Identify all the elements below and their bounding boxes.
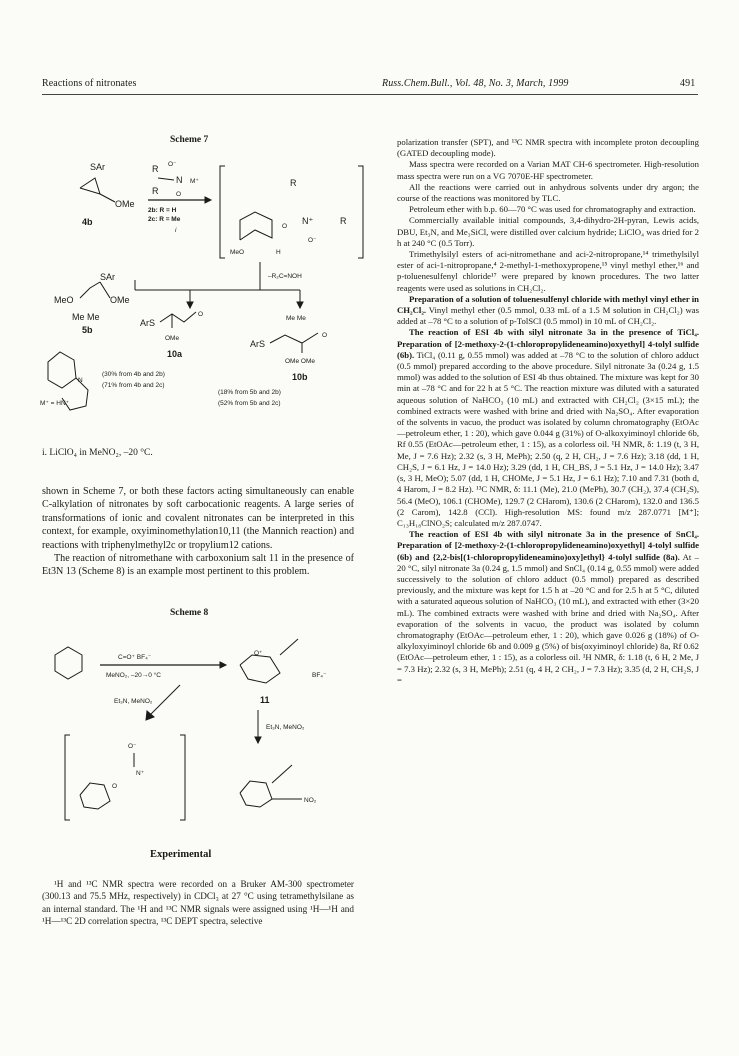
left-paragraph-1: shown in Scheme 7, or both these factors acting simultaneously can enable C-alkylation of nitronates by soft carbocationic reagents. A large series of transformations of ionic and covalent nitronates can be interpreted in this context, for example, oxyiminomethylation10,11 (the Mannich reaction) and reactions with triphenylmethyl2c or tropylium12 cations. [42,486,354,551]
right-paragraph-5-text: Commercially available initial compounds, 3,4-dihydro-2H-pyran, Lewis acids, DBU, Et₃N, and Me₃SiCl, were distilled over calcium hydride; LiClO₄ was dried for 2 h at 240 °C (0.5 Torr). [397,215,699,248]
s7-arrowhead-left [187,302,193,308]
right-paragraph-4 [397,204,699,215]
s7-10a-label: 10a [167,349,183,359]
s7-4b-ring [80,178,100,194]
scheme8-title: Scheme 8 [170,608,209,618]
right-paragraph-5 [397,215,699,249]
left-body-text [42,485,354,579]
experimental-heading: Experimental [150,849,212,860]
s8-right-tbu [272,765,292,783]
s7-10a-ars: ArS [140,318,156,328]
s7-5b-ome: OMe [110,295,130,305]
s7-10a-ome: OMe [165,335,180,342]
s8-reagent: C=O⁺ BF₄⁻ [118,654,152,661]
s7-cond-2c: 2c: R = Me [148,216,181,223]
s7-dbu-ring1 [48,352,76,388]
s7-10b-ars: ArS [250,339,266,349]
right-paragraph-3-text: All the reactions were carried out in anhydrous solvents under dry argon; the course of the reactions was monitored by TLC. [397,181,699,204]
s7-pyran-ring [240,212,272,240]
s8-no2: NO₂ [304,797,317,804]
s7-cond-i: i [175,227,177,234]
s7-yield-10a-1: (30% from 4b and 2b) [102,371,165,378]
s8-11-tbu [280,639,298,655]
s7-elim-label: –R₂C=NOH [268,273,302,280]
header-rule [42,94,698,95]
right-paragraph-1-text: polarization transfer (SPT), and ¹³C NMR spectra with incomplete proton decoupling (GATED decoupling mode). [397,137,699,159]
scheme7-title: Scheme 7 [170,135,209,145]
s7-n-plus: N⁺ [302,216,314,226]
s7-meo-label: MeO [230,249,245,256]
s7-bracket-r1: R [290,178,297,188]
s8-11-ring [240,655,280,683]
right-paragraph-7-heading: Preparation of a solution of toluenesulfenyl chloride with methyl vinyl ether in CH₂Cl₂. [397,293,699,316]
right-paragraph-9-text: At –20 °C, silyl nitronate 3a (0.24 g, 1.5 mmol) and SnCl₄ (0.14 g, 0.55 mmol) were added successively to the solution of chloro adduct (0.5 mmol) prepared as described previously, and the mixture was kept for 1.5 h at –20 °C and for 2.5 h at 5 °C, diluted with a saturated aqueous solution of NaHCO₃ (10 mL), and extracted with ether (3×20 mL). The combined extracts were washed with brine and dried with Na₂SO₄. After evaporation of the solvents in vacuo, the product was isolated by column chromatography (EtOAc—petroleum ether, 1 : 20), which gave 0.026 g (18%) of O-alkyloxyiminoyl chloride 6b and 0.009 g (5%) of bis(oxyiminoyl chloride) 8a, Rf 0.62 (EtOAc—petroleum ether, 1 : 15), as a colorless oil. ¹H NMR, δ: 1.18 (t, 6 H, 2 Me, J = 7.3 Hz); 2.32 (s, 3 H, MePh); 2.51 (q, 4 H, 2 CH₂, J = 7.3 Hz); 3.35 (d, 2 H, CH₂S, J = [397,551,699,685]
experimental-body [42,878,354,928]
s7-ome-label: OMe [115,199,135,209]
s7-sar-label: SAr [90,162,106,172]
s8-et3n-right: Et₃N, MeNO₂ [266,724,305,731]
s8-11-label: 11 [260,695,270,705]
s8-o-minus: O⁻ [128,743,137,750]
s7-yield-10a-2: (71% from 4b and 2c) [102,382,165,389]
s7-5b-meo: MeO [54,295,74,305]
s8-anion: BF₄⁻ [312,672,327,679]
s7-cn-bond [158,178,174,180]
s7-yield-10b-2: (52% from 5b and 2c) [218,400,281,407]
s7-bracket-right [358,166,363,258]
right-paragraph-4-text: Petroleum ether with b.p. 60—70 °C was used for chromatography and extraction. [409,204,696,215]
s8-et3n-left: Et₃N, MeNO₂ [114,698,153,705]
s7-o-bottom: O [176,191,182,198]
right-paragraph-7-text: Vinyl methyl ether (0.5 mmol, 0.33 mL of a 1.5 M solution in CH₂Cl₂) was added at –78 °C to a solution of p-TolSCl (0.5 mmol) in 10 mL of CH₂Cl₂. [397,305,699,327]
scheme7-note: i. LiClO₄ in MeNO₂, –20 °C. [42,448,153,458]
right-paragraph-8-text: TiCl₄ (0.11 g, 0.55 mmol) was added at –78 °C to the solution of chloro adduct (0.5 mmol) prepared according to the above procedure. Silyl nitronate 3a (0.24 g, 1.5 mmol) was added to the solution of ESI 4b thus obtained. The mixture was kept for 30 min at –78 °C and for 22 h at 5 °C. The reaction mixture was diluted with a saturated aqueous solution of NaHCO₃ (10 mL) and extracted with CH₂Cl₂ (3×15 mL); the combined extracts were washed with brine and dried with Na₂SO₄. After evaporation of the solvents in vacuo, the product was isolated by column chromatography (EtOAc—petroleum ether, 1 : 20), which gave 0.044 g (31%) of O-alkoxyiminoyl chloride 6b, Rf 0.55 (EtOAc—petroleum ether, 1 : 15), as a colorless oil. ¹H NMR, δ: 1.19 (t, 3 H, Me, J = 7.6 Hz); 2.32 (s, 3 H, MePh); 2.50 (q, 2 H, CH₂, J = 7.6 Hz); 3.18 (dd, 1 H, CH₂S, J = 6.1 Hz, J = 14.0 Hz); 3.29 (dd, 1 H, CH_BS, J = 5.1 Hz, J = 14.0 Hz); 3.47 (s, 3 H, MeO); 5.07 (dd, 1 H, CHOMe, J = 5.1 Hz, J = 6.1 Hz); 7.10 and 7.31 (both d, 4 Harom, J = 8.2 Hz). ¹³C NMR, δ: 11.1 (Me), 21.0 (MePh), 30.7 (CH₂), 37.4 (CH₂S), 56.4 (MeO), 106.1 (CHOMe), 129.7 (2 CHarom), 130.6 (2 CHarom), 132.0 and 136.5 (2 Carom), 142.8 (CCl). High-resolution MS: found m/z 287.0771 [M⁺]; C₁₃H₁₈ClNO₂S; calculated m/z 287.0747. [397,349,699,528]
s7-10a-chain [160,312,196,322]
s7-nitronate-n: N [176,175,183,185]
s7-10b-omeome: OMe OMe [285,358,315,365]
s7-5b-meme: Me Me [72,312,100,322]
s7-5b-label: 5b [82,325,93,335]
s7-arrowhead-1 [205,197,211,203]
s7-arrowhead-right [297,302,303,308]
right-paragraph-8 [397,327,699,529]
right-paragraph-9 [397,529,699,686]
journal-citation: Russ.Chem.Bull., Vol. 48, No. 3, March, 1999 [382,78,569,89]
s7-h-label: H [276,249,281,256]
s7-m-plus: M⁺ [190,178,199,185]
right-paragraph-8-heading: The reaction of ESI 4b with silyl nitronate 3a in the presence of TiCl₄. Preparation of [2-methoxy-2-(1-chloropropylideneamino)oxyethyl] 4-tolyl sulfide (6b). [397,327,699,360]
s7-4b-bond [100,194,115,202]
s7-o-minus2: O⁻ [308,237,317,244]
s8-left-ring [80,783,110,809]
s8-bracket-left [65,735,70,820]
s8-arrowhead-down [255,737,261,743]
page-number: 491 [680,78,696,89]
experimental-paragraph: ¹H and ¹³C NMR spectra were recorded on a Bruker AM-300 spectrometer (300.13 and 75.5 MHz, respectively) in CDCl₃ at 27 °C using tetramethylsilane as an internal standard. The ¹H and ¹³C NMR signals were assigned using ¹H—¹H and ¹H—¹³C 2D correlation spectra, ¹³C DEPT spectra, selective [42,879,354,927]
right-column-text [397,137,699,686]
s7-10b-label: 10b [292,372,308,382]
right-paragraph-9-heading: The reaction of ESI 4b with silyl nitronate 3a in the presence of SnCl₄. Preparation of [2-methoxy-2-(1-chloropropylideneamino)oxyethyl] 4-tolyl sulfide (6b) and {2,2-bis[(1-chloropropylideneamino)oxy]ethyl} 4-tolyl sulfide (8a). [397,529,699,562]
s7-bracket-r2: R [340,216,347,226]
s7-yield-10b-1: (18% from 5b and 2b) [218,389,281,396]
running-header-title: Reactions of nitronates [42,78,137,89]
s7-4b-label: 4b [82,217,93,227]
s7-5b-bond1 [80,282,100,298]
s7-10b-o: O [322,332,328,339]
right-paragraph-7 [397,294,699,328]
right-paragraph-6 [397,249,699,294]
s7-10b-chain [270,333,318,343]
s7-bracket-left [220,166,225,258]
s8-cond: MeNO₂, –20→0 °C [106,672,161,679]
s8-bracket-right [180,735,185,820]
scheme7-diagram [40,150,380,470]
s8-left-n: N⁺ [136,770,145,777]
s7-mplus-label: M⁺ = HN⁺ [40,400,70,407]
right-paragraph-1 [397,137,699,159]
s8-arrow-left [150,685,180,715]
s7-5b-bond2 [100,282,110,298]
s7-o-minus: O⁻ [168,161,177,168]
s7-o-ring: O [282,223,288,230]
right-paragraph-2 [397,159,699,181]
s7-5b-sar: SAr [100,272,116,282]
s7-cond-2b: 2b: R = H [148,207,177,214]
right-paragraph-3 [397,182,699,204]
s8-right-ring [240,781,272,807]
s8-left-o: O [112,783,118,790]
right-paragraph-6-text: Trimethylsilyl esters of aci-nitromethane and aci-2-nitropropane,¹⁴ trimethylsilyl ester of aci-1-nitropropane,⁴ 2-methyl-1-methoxypropene,¹⁵ vinyl methyl ether,¹⁶ and p-toluenesulfenyl chloride¹⁷ were prepared by known procedures. The two latter reagents were used as solutions in CH₂Cl₂. [397,249,699,293]
s7-10b-meme: Me Me [286,315,306,322]
s8-arrowhead-1 [220,662,226,668]
left-paragraph-2: The reaction of nitromethane with carboxonium salt 11 in the presence of Et3N 13 (Scheme 8) is an example most pertinent to this problem. [42,553,354,578]
s8-cyclohexene [55,647,82,679]
right-paragraph-2-text: Mass spectra were recorded on a Varian MAT CH-6 spectrometer. High-resolution mass spectra were run on a VG 7070E-HF spectrometer. [397,159,699,181]
s7-r-top: R [152,164,159,174]
scheme8-diagram [40,625,380,825]
s7-r-bottom: R [152,186,159,196]
s7-dbu-n: N [78,377,83,384]
s8-11-oplus: O⁺ [254,650,263,657]
s7-10a-o: O [198,311,204,318]
